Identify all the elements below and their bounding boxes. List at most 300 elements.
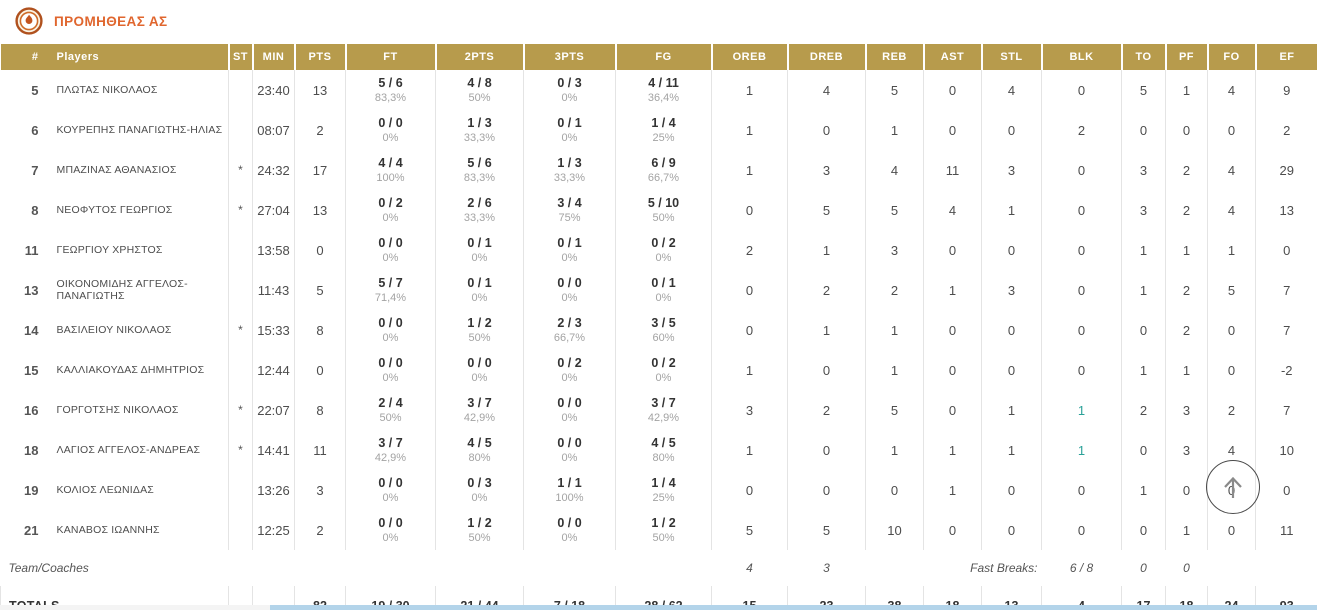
cell-p3 xyxy=(524,510,616,550)
cell-oreb: 1 xyxy=(712,70,788,110)
cell-stl: 0 xyxy=(982,110,1042,150)
cell-fg xyxy=(616,350,712,390)
cell-dreb: 1 xyxy=(788,310,866,350)
made-attempted: 3 / 7 xyxy=(651,395,676,410)
cell-ef: 7 xyxy=(1256,390,1317,430)
box-score-table xyxy=(0,44,1317,610)
cell-to: 5 xyxy=(1122,70,1166,110)
cell-pts: 3 xyxy=(295,470,346,510)
shooting-percentage: 50% xyxy=(652,532,675,545)
made-attempted: 0 / 0 xyxy=(557,395,582,410)
cell-stl: 0 xyxy=(982,310,1042,350)
shooting-percentage: 42,9% xyxy=(647,412,680,425)
cell-num: 8 xyxy=(31,202,39,218)
cell-min: 11:43 xyxy=(253,270,295,310)
player-row xyxy=(1,390,1317,430)
cell-num: 13 xyxy=(24,282,39,298)
shooting-percentage: 0% xyxy=(471,252,488,265)
cell-p2 xyxy=(436,390,524,430)
cell-blk: 0 xyxy=(1042,190,1122,230)
cell-reb: 1 xyxy=(866,350,924,390)
cell-stl: 3 xyxy=(982,150,1042,190)
shooting-percentage: 33,3% xyxy=(463,132,496,145)
cell-stl: 4 xyxy=(982,70,1042,110)
cell-min: 15:33 xyxy=(253,310,295,350)
cell-stl: 3 xyxy=(982,270,1042,310)
cell-p3 xyxy=(524,110,616,150)
horizontal-scrollbar[interactable] xyxy=(0,605,1317,610)
cell-dreb: 3 xyxy=(823,561,830,575)
cell-num: 14 xyxy=(24,322,39,338)
column-header-dreb: DREB xyxy=(788,44,866,70)
cell-ft xyxy=(346,70,436,110)
fast-breaks-label: Fast Breaks: xyxy=(970,561,1038,575)
cell-pf: 1 xyxy=(1166,350,1208,390)
cell-pf: 0 xyxy=(1166,110,1208,150)
cell-num: 19 xyxy=(24,482,39,498)
made-attempted: 0 / 2 xyxy=(378,195,403,210)
shooting-percentage: 0% xyxy=(561,532,578,545)
shooting-percentage: 0% xyxy=(382,532,399,545)
cell-ast: 0 xyxy=(924,350,982,390)
cell-st: * xyxy=(229,310,253,350)
cell-player-name: ΚΟΛΙΟΣ ΛΕΩΝΙΔΑΣ xyxy=(56,484,154,496)
cell-blk: 0 xyxy=(1042,350,1122,390)
cell-st xyxy=(229,230,253,270)
cell-dreb: 2 xyxy=(788,390,866,430)
cell-p2 xyxy=(436,110,524,150)
made-attempted: 4 / 8 xyxy=(467,75,492,90)
cell-stl: 1 xyxy=(982,190,1042,230)
shooting-percentage: 0% xyxy=(382,132,399,145)
cell-ef: 13 xyxy=(1256,190,1317,230)
cell-pf: 0 xyxy=(1166,470,1208,510)
shooting-percentage: 42,9% xyxy=(463,412,496,425)
column-header-p2: 2PTS xyxy=(436,44,524,70)
cell-st xyxy=(229,550,253,586)
made-attempted: 5 / 10 xyxy=(647,195,680,210)
cell-to: 0 xyxy=(1122,510,1166,550)
cell-fo: 0 xyxy=(1208,310,1256,350)
cell-p3 xyxy=(524,390,616,430)
column-header-pts: PTS xyxy=(295,44,346,70)
made-attempted: 0 / 1 xyxy=(467,275,492,290)
cell-pf: 2 xyxy=(1166,150,1208,190)
cell-fg xyxy=(616,150,712,190)
shooting-percentage: 25% xyxy=(652,492,675,505)
made-attempted: 4 / 11 xyxy=(648,75,679,90)
cell-pts: 0 xyxy=(295,350,346,390)
scrollbar-thumb[interactable] xyxy=(270,605,1317,610)
cell-oreb: 3 xyxy=(712,390,788,430)
player-row xyxy=(1,70,1317,110)
shooting-percentage: 100% xyxy=(376,172,405,185)
cell-fg xyxy=(616,550,712,586)
cell-p2 xyxy=(436,510,524,550)
made-attempted: 4 / 5 xyxy=(651,435,676,450)
shooting-percentage: 75% xyxy=(558,212,581,225)
cell-stl: 0 xyxy=(982,470,1042,510)
cell-blk: 0 xyxy=(1042,150,1122,190)
cell-pts: 8 xyxy=(295,390,346,430)
cell-ft xyxy=(346,350,436,390)
cell-dreb: 0 xyxy=(788,350,866,390)
made-attempted: 1 / 3 xyxy=(557,155,582,170)
cell-pf: 1 xyxy=(1166,510,1208,550)
cell-ft xyxy=(346,470,436,510)
cell-ef: 0 xyxy=(1256,470,1317,510)
made-attempted: 4 / 5 xyxy=(467,435,492,450)
cell-ast: 0 xyxy=(924,230,982,270)
cell-pf: 2 xyxy=(1166,310,1208,350)
cell-pts xyxy=(295,550,346,586)
cell-oreb: 1 xyxy=(712,430,788,470)
shooting-percentage: 0% xyxy=(382,212,399,225)
cell-ast: 0 xyxy=(924,510,982,550)
cell-oreb: 0 xyxy=(712,270,788,310)
cell-min: 23:40 xyxy=(253,70,295,110)
cell-num: 5 xyxy=(31,82,39,98)
scroll-to-top-button[interactable] xyxy=(1206,460,1260,514)
cell-dreb: 5 xyxy=(788,510,866,550)
made-attempted: 0 / 1 xyxy=(467,235,492,250)
cell-p2 xyxy=(436,470,524,510)
shooting-percentage: 0% xyxy=(655,252,672,265)
player-row xyxy=(1,430,1317,470)
shooting-percentage: 0% xyxy=(382,332,399,345)
column-header-fg: FG xyxy=(616,44,712,70)
made-attempted: 0 / 0 xyxy=(378,235,403,250)
shooting-percentage: 42,9% xyxy=(374,452,407,465)
cell-to: 0 xyxy=(1122,430,1166,470)
column-header-ef: EF xyxy=(1256,44,1317,70)
cell-oreb: 0 xyxy=(712,190,788,230)
cell-ef: 2 xyxy=(1256,110,1317,150)
cell-to: 3 xyxy=(1122,150,1166,190)
shooting-percentage: 0% xyxy=(382,252,399,265)
cell-ef: 9 xyxy=(1256,70,1317,110)
cell-ast: 0 xyxy=(924,390,982,430)
shooting-percentage: 0% xyxy=(561,452,578,465)
cell-reb: 0 xyxy=(866,470,924,510)
cell-to: 2 xyxy=(1122,390,1166,430)
cell-reb: 2 xyxy=(866,270,924,310)
cell-pts: 5 xyxy=(295,270,346,310)
column-header-fo: FO xyxy=(1208,44,1256,70)
cell-p3 xyxy=(524,230,616,270)
cell-blk: 1 xyxy=(1042,390,1122,430)
shooting-percentage: 36,4% xyxy=(647,92,680,105)
cell-reb: 5 xyxy=(866,70,924,110)
cell-ef: 7 xyxy=(1256,270,1317,310)
cell-pf: 3 xyxy=(1166,390,1208,430)
shooting-percentage: 50% xyxy=(468,92,491,105)
cell-st xyxy=(229,110,253,150)
shooting-percentage: 66,7% xyxy=(647,172,680,185)
player-row xyxy=(1,150,1317,190)
cell-p2 xyxy=(436,230,524,270)
cell-num: 6 xyxy=(31,122,39,138)
cell-player-name: ΚΟΥΡΕΠΗΣ ΠΑΝΑΓΙΩΤΗΣ-ΗΛΙΑΣ xyxy=(56,124,223,136)
cell-p3 xyxy=(524,550,616,586)
cell-ast: 0 xyxy=(924,70,982,110)
cell-num: 21 xyxy=(24,522,39,538)
cell-blk: 0 xyxy=(1042,70,1122,110)
made-attempted: 0 / 0 xyxy=(557,275,582,290)
cell-ast: 1 xyxy=(924,470,982,510)
team-coaches-label: Team/Coaches xyxy=(8,561,89,575)
player-row xyxy=(1,510,1317,550)
cell-st xyxy=(229,510,253,550)
cell-num: 11 xyxy=(24,242,39,258)
made-attempted: 0 / 2 xyxy=(651,235,676,250)
column-header-stl: STL xyxy=(982,44,1042,70)
cell-stl: 0 xyxy=(982,230,1042,270)
cell-pts: 17 xyxy=(295,150,346,190)
cell-p3 xyxy=(524,430,616,470)
made-attempted: 0 / 1 xyxy=(557,115,582,130)
shooting-percentage: 0% xyxy=(382,372,399,385)
cell-blk: 1 xyxy=(1042,430,1122,470)
cell-player-name: ΚΑΝΑΒΟΣ ΙΩΑΝΝΗΣ xyxy=(56,524,160,536)
cell-fg xyxy=(616,270,712,310)
cell-dreb: 3 xyxy=(788,150,866,190)
cell-player-name: ΒΑΣΙΛΕΙΟΥ ΝΙΚΟΛΑΟΣ xyxy=(56,324,172,336)
shooting-percentage: 33,3% xyxy=(553,172,586,185)
cell-stl: 1 xyxy=(982,390,1042,430)
cell-fo xyxy=(1208,550,1256,586)
cell-to: 0 xyxy=(1122,110,1166,150)
cell-ef: 10 xyxy=(1256,430,1317,470)
cell-reb: 1 xyxy=(866,110,924,150)
team-logo-icon xyxy=(15,7,43,35)
cell-oreb: 1 xyxy=(712,150,788,190)
cell-min: 27:04 xyxy=(253,190,295,230)
cell-to: 3 xyxy=(1122,190,1166,230)
cell-fo: 5 xyxy=(1208,270,1256,310)
cell-min: 22:07 xyxy=(253,390,295,430)
cell-num: 7 xyxy=(31,162,39,178)
shooting-percentage: 83,3% xyxy=(374,92,407,105)
cell-ft xyxy=(346,390,436,430)
column-header-reb: REB xyxy=(866,44,924,70)
cell-ast: 0 xyxy=(924,310,982,350)
made-attempted: 3 / 5 xyxy=(651,315,676,330)
cell-st xyxy=(229,350,253,390)
cell-reb: 1 xyxy=(866,430,924,470)
column-header-to: TO xyxy=(1122,44,1166,70)
made-attempted: 0 / 0 xyxy=(378,315,403,330)
cell-ft xyxy=(346,430,436,470)
made-attempted: 0 / 3 xyxy=(467,475,492,490)
shooting-percentage: 66,7% xyxy=(553,332,586,345)
shooting-percentage: 0% xyxy=(561,292,578,305)
cell-st xyxy=(229,70,253,110)
cell-fo: 4 xyxy=(1208,150,1256,190)
cell-p3 xyxy=(524,70,616,110)
shooting-percentage: 0% xyxy=(561,412,578,425)
cell-min xyxy=(253,550,295,586)
column-header-ft: FT xyxy=(346,44,436,70)
cell-min: 12:44 xyxy=(253,350,295,390)
cell-player-name: ΓΟΡΓΟΤΣΗΣ ΝΙΚΟΛΑΟΣ xyxy=(56,404,179,416)
shooting-percentage: 0% xyxy=(561,92,578,105)
cell-fg xyxy=(616,510,712,550)
cell-reb: 3 xyxy=(866,230,924,270)
cell-fo: 0 xyxy=(1208,470,1256,510)
team-coaches-row xyxy=(1,550,1317,586)
cell-dreb: 4 xyxy=(788,70,866,110)
cell-to: 0 xyxy=(1122,310,1166,350)
cell-st xyxy=(229,270,253,310)
cell-fg xyxy=(616,190,712,230)
cell-p3 xyxy=(524,350,616,390)
cell-ft xyxy=(346,550,436,586)
cell-player-name: ΚΑΛΛΙΑΚΟΥΔΑΣ ΔΗΜΗΤΡΙΟΣ xyxy=(56,364,205,376)
cell-min: 08:07 xyxy=(253,110,295,150)
cell-player-name: ΠΛΩΤΑΣ ΝΙΚΟΛΑΟΣ xyxy=(56,84,158,96)
cell-st xyxy=(229,470,253,510)
cell-pf: 0 xyxy=(1183,561,1190,575)
made-attempted: 0 / 2 xyxy=(651,355,676,370)
cell-p2 xyxy=(436,150,524,190)
cell-dreb: 1 xyxy=(788,230,866,270)
shooting-percentage: 0% xyxy=(471,372,488,385)
cell-blk: 0 xyxy=(1042,270,1122,310)
column-header-st: ST xyxy=(229,44,253,70)
cell-blk: 0 xyxy=(1042,510,1122,550)
made-attempted: 2 / 6 xyxy=(467,195,492,210)
column-header-min: MIN xyxy=(253,44,295,70)
shooting-percentage: 50% xyxy=(379,412,402,425)
column-header-blk: BLK xyxy=(1042,44,1122,70)
column-header-pf: PF xyxy=(1166,44,1208,70)
cell-fg xyxy=(616,390,712,430)
player-row xyxy=(1,190,1317,230)
cell-p2 xyxy=(436,70,524,110)
up-arrow-icon xyxy=(1216,470,1250,504)
made-attempted: 0 / 0 xyxy=(557,515,582,530)
cell-reb: 5 xyxy=(866,190,924,230)
cell-oreb: 1 xyxy=(712,350,788,390)
made-attempted: 0 / 0 xyxy=(378,355,403,370)
cell-ft xyxy=(346,190,436,230)
player-row xyxy=(1,230,1317,270)
cell-min: 13:26 xyxy=(253,470,295,510)
made-attempted: 0 / 0 xyxy=(378,115,403,130)
shooting-percentage: 50% xyxy=(468,532,491,545)
cell-min: 14:41 xyxy=(253,430,295,470)
cell-ast: 0 xyxy=(924,110,982,150)
cell-p3 xyxy=(524,470,616,510)
cell-oreb: 2 xyxy=(712,230,788,270)
cell-blk: 0 xyxy=(1042,470,1122,510)
made-attempted: 0 / 1 xyxy=(651,275,676,290)
cell-pts: 13 xyxy=(295,70,346,110)
shooting-percentage: 0% xyxy=(382,492,399,505)
cell-player-name: ΛΑΓΙΟΣ ΑΓΓΕΛΟΣ-ΑΝΔΡΕΑΣ xyxy=(56,444,201,456)
made-attempted: 1 / 1 xyxy=(557,475,582,490)
cell-player-name: ΟΙΚΟΝΟΜΙΔΗΣ ΑΓΓΕΛΟΣ-ΠΑΝΑΓΙΩΤΗΣ xyxy=(56,278,188,302)
cell-stl: 0 xyxy=(982,350,1042,390)
cell-fg xyxy=(616,430,712,470)
cell-reb: 10 xyxy=(866,510,924,550)
cell-ast: 1 xyxy=(924,430,982,470)
cell-fo: 4 xyxy=(1208,70,1256,110)
cell-dreb: 0 xyxy=(788,430,866,470)
player-row xyxy=(1,350,1317,390)
cell-dreb: 5 xyxy=(788,190,866,230)
cell-dreb: 0 xyxy=(788,110,866,150)
cell-ef: 0 xyxy=(1256,230,1317,270)
made-attempted: 1 / 4 xyxy=(651,115,676,130)
cell-ft xyxy=(346,110,436,150)
cell-ef: -2 xyxy=(1256,350,1317,390)
shooting-percentage: 0% xyxy=(471,492,488,505)
made-attempted: 3 / 7 xyxy=(378,435,403,450)
team-name: ΠΡΟΜΗΘΕΑΣ ΑΣ xyxy=(54,13,168,29)
cell-pts: 0 xyxy=(295,230,346,270)
column-header-name: Players xyxy=(49,44,229,70)
cell-pf: 2 xyxy=(1166,190,1208,230)
cell-pts: 2 xyxy=(295,510,346,550)
cell-p3 xyxy=(524,190,616,230)
made-attempted: 5 / 6 xyxy=(467,155,492,170)
cell-ast: 1 xyxy=(924,270,982,310)
cell-ft xyxy=(346,510,436,550)
cell-player-name: ΜΠΑΖΙΝΑΣ ΑΘΑΝΑΣΙΟΣ xyxy=(56,164,177,176)
cell-fo: 0 xyxy=(1208,350,1256,390)
cell-ef: 7 xyxy=(1256,310,1317,350)
cell-stl: 1 xyxy=(982,430,1042,470)
shooting-percentage: 33,3% xyxy=(463,212,496,225)
cell-blk: 2 xyxy=(1042,110,1122,150)
made-attempted: 0 / 0 xyxy=(467,355,492,370)
cell-fg xyxy=(616,310,712,350)
cell-p2 xyxy=(436,270,524,310)
cell-p2 xyxy=(436,310,524,350)
cell-pts: 8 xyxy=(295,310,346,350)
cell-fg xyxy=(616,110,712,150)
cell-blk: 0 xyxy=(1042,310,1122,350)
column-header-num: # xyxy=(1,44,49,70)
made-attempted: 1 / 4 xyxy=(651,475,676,490)
player-row xyxy=(1,470,1317,510)
shooting-percentage: 0% xyxy=(561,372,578,385)
cell-reb: 5 xyxy=(866,390,924,430)
cell-p2 xyxy=(436,550,524,586)
cell-p3 xyxy=(524,150,616,190)
made-attempted: 0 / 0 xyxy=(557,435,582,450)
cell-p2 xyxy=(436,190,524,230)
shooting-percentage: 0% xyxy=(655,372,672,385)
cell-oreb: 0 xyxy=(712,470,788,510)
cell-pf: 3 xyxy=(1166,430,1208,470)
made-attempted: 0 / 2 xyxy=(557,355,582,370)
cell-dreb: 0 xyxy=(788,470,866,510)
cell-stl: 0 xyxy=(982,510,1042,550)
made-attempted: 5 / 7 xyxy=(378,275,403,290)
cell-ef xyxy=(1256,550,1317,586)
cell-st: * xyxy=(229,430,253,470)
cell-ft xyxy=(346,230,436,270)
shooting-percentage: 71,4% xyxy=(374,292,407,305)
made-attempted: 0 / 0 xyxy=(378,515,403,530)
cell-num: 15 xyxy=(24,362,39,378)
cell-num: 18 xyxy=(24,442,39,458)
cell-p3 xyxy=(524,310,616,350)
cell-ft xyxy=(346,150,436,190)
